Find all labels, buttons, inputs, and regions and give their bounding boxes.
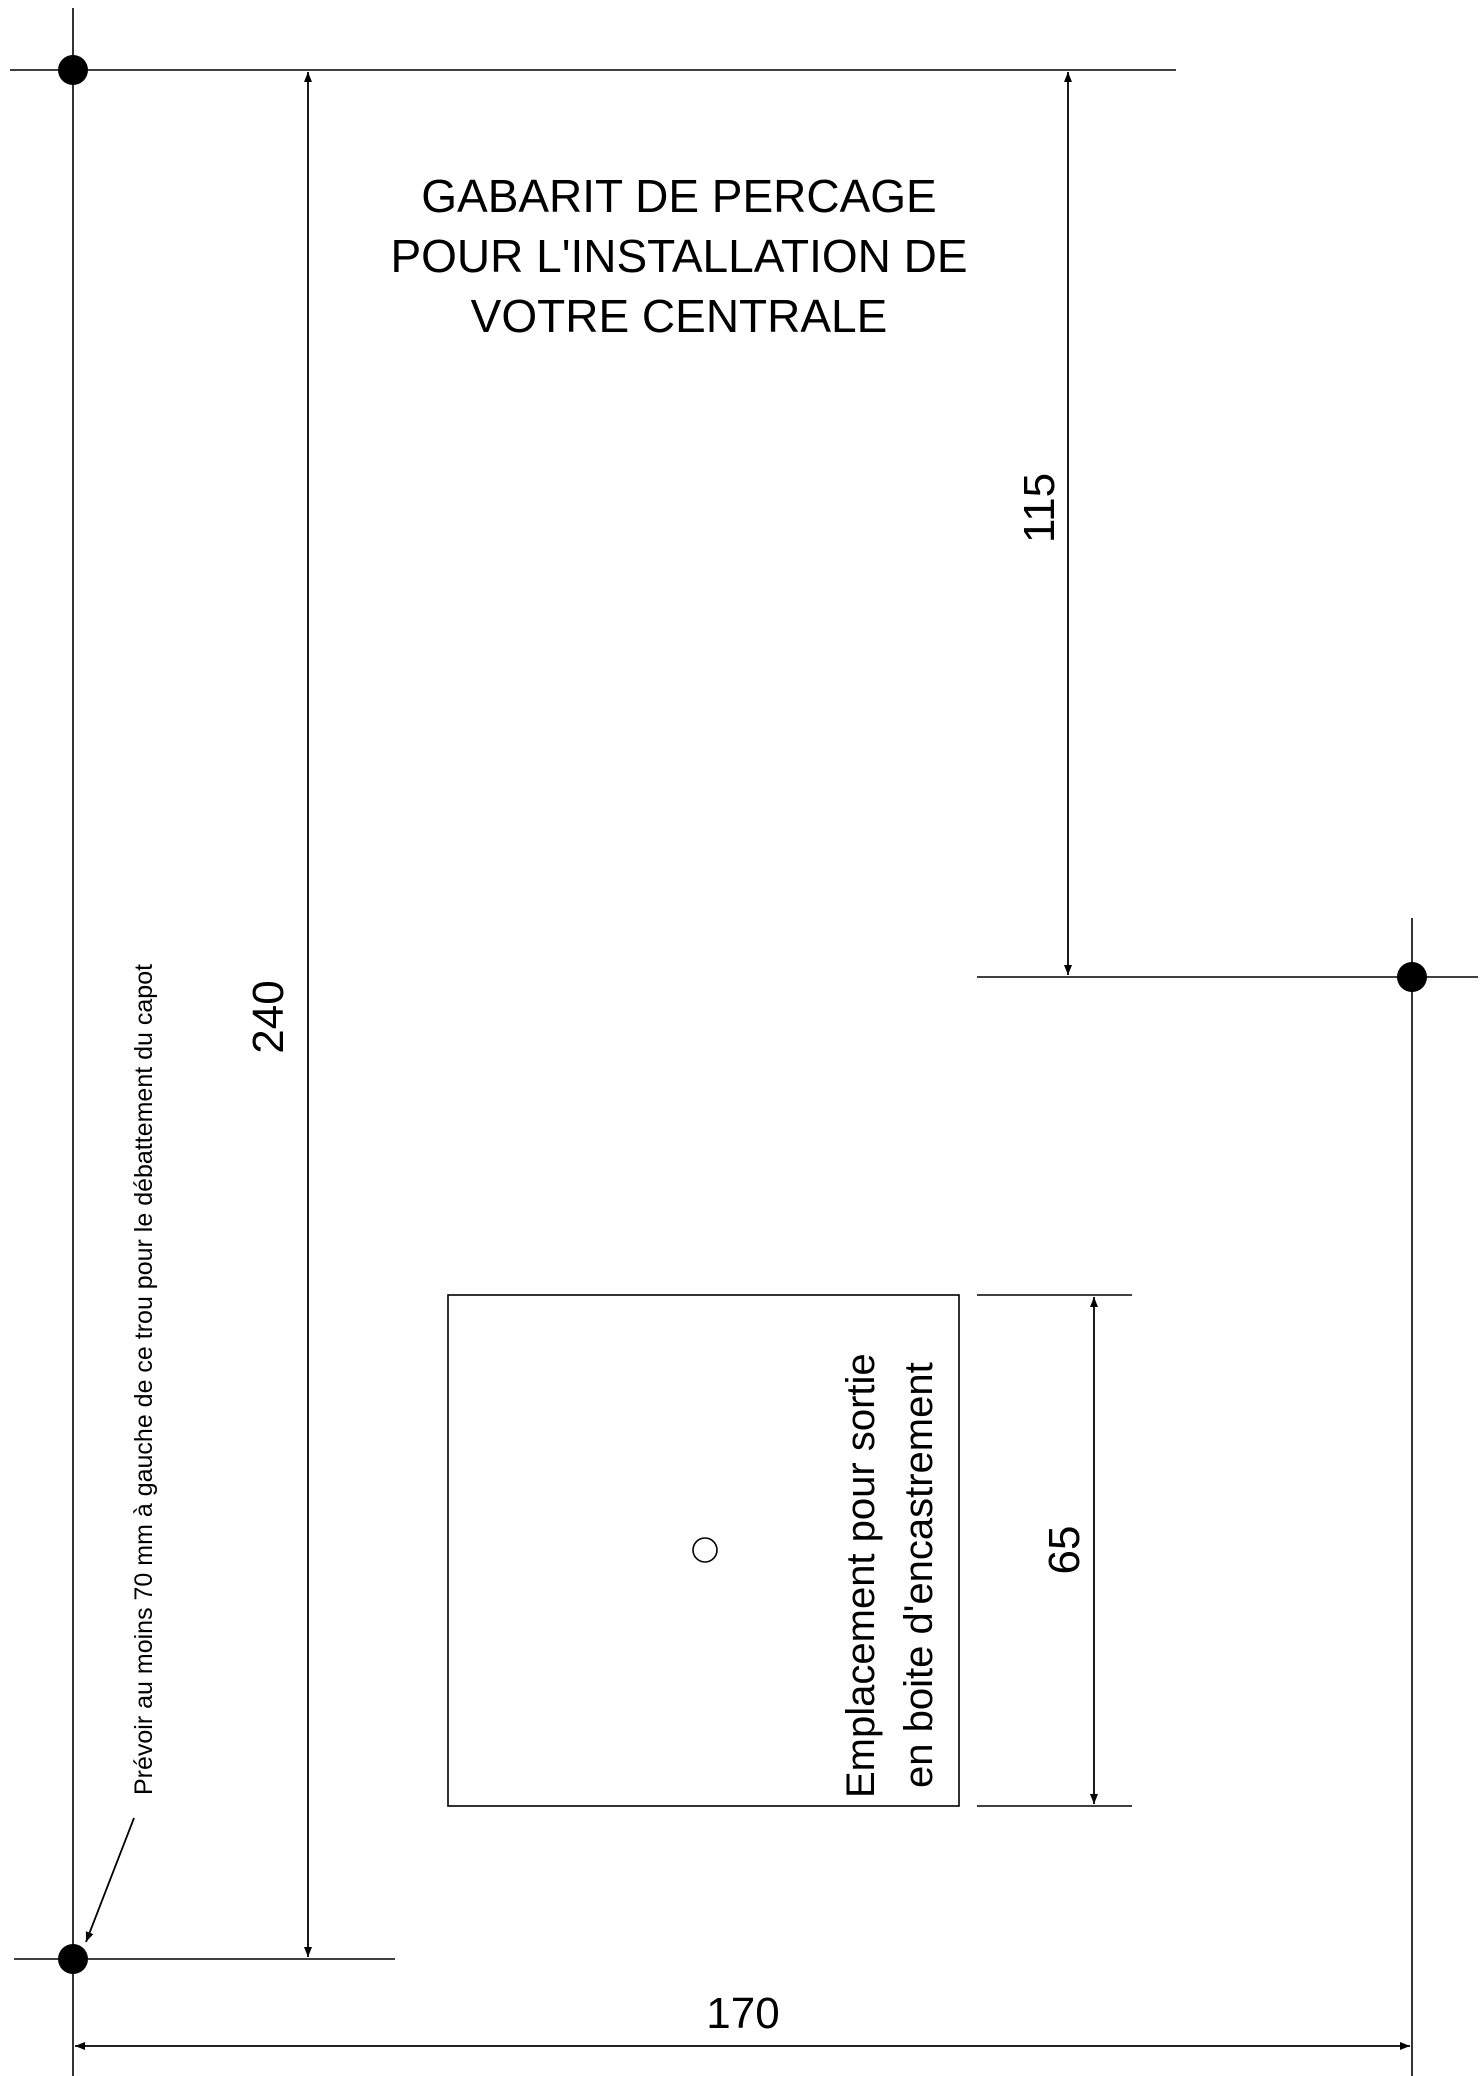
title-line-1: GABARIT DE PERCAGE — [421, 170, 937, 222]
dim-label-170: 170 — [706, 1989, 780, 2038]
note-pointer-arrow — [86, 1818, 134, 1942]
right-hole-icon — [1397, 962, 1427, 992]
dim-label-65: 65 — [1040, 1525, 1089, 1575]
dim-label-240: 240 — [244, 980, 293, 1054]
clearance-note: Prévoir au moins 70 mm à gauche de ce trou pour le débattement du capot — [130, 963, 158, 1795]
box-label-line-2: en boite d'encastrement — [897, 1362, 941, 1788]
title-line-3: VOTRE CENTRALE — [470, 290, 888, 342]
dim-label-115: 115 — [1015, 472, 1064, 544]
title-block — [390, 170, 967, 342]
top-left-hole-icon — [58, 55, 88, 85]
box-center-hole-icon — [693, 1538, 717, 1562]
title-line-2: POUR L'INSTALLATION DE — [390, 230, 968, 282]
box-label-line-1: Emplacement pour sortie — [839, 1353, 883, 1798]
bottom-left-hole-icon — [58, 1944, 88, 1974]
